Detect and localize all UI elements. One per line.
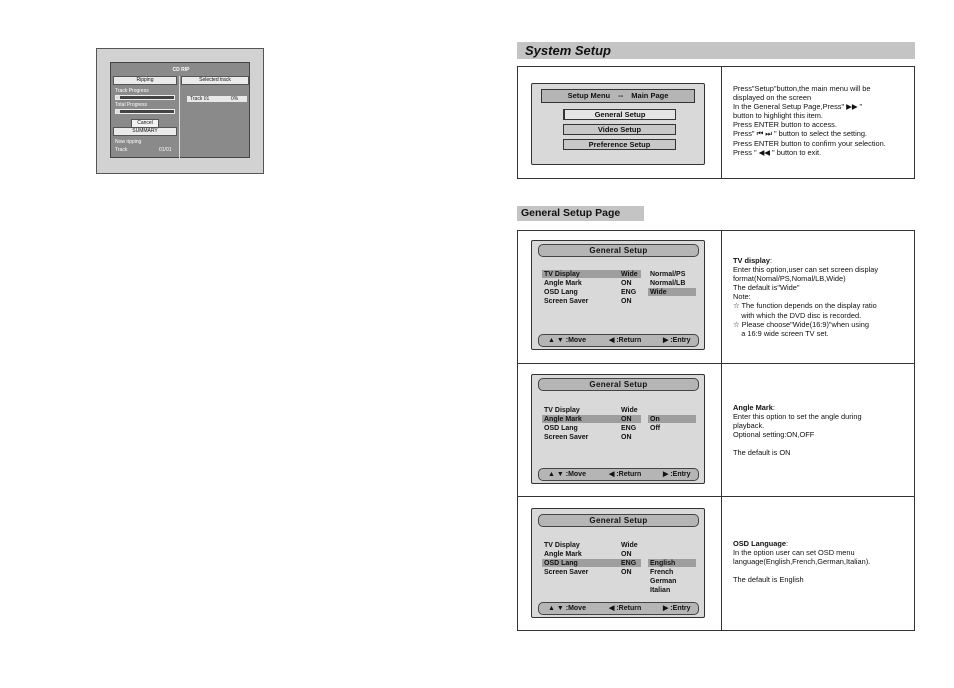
value-osd-lang: ENG bbox=[621, 289, 637, 296]
row-divider bbox=[517, 496, 915, 497]
ripping-column-header: Ripping bbox=[113, 76, 177, 85]
item-angle-mark[interactable]: Angle Mark bbox=[544, 280, 582, 287]
osd-language-description bbox=[733, 539, 870, 584]
item-osd-lang[interactable]: OSD Lang bbox=[544, 289, 578, 296]
system-setup-description bbox=[733, 84, 886, 157]
cd-rip-screen bbox=[110, 62, 250, 158]
title-colon: : bbox=[785, 539, 789, 548]
osd-language-screen bbox=[531, 508, 705, 618]
return-hint: ◀ :Return bbox=[609, 337, 642, 344]
osd-footer bbox=[538, 468, 699, 481]
value-angle-mark: ON bbox=[621, 551, 632, 558]
angle-mark-title: Angle Mark bbox=[733, 403, 773, 412]
desc-line: Optional setting:ON,OFF bbox=[733, 430, 815, 440]
desc-line: Enter this option to set the angle during bbox=[733, 412, 862, 422]
option-normal-lb[interactable]: Normal/LB bbox=[650, 280, 686, 287]
desc-line: Enter this option,user can set screen display bbox=[733, 265, 879, 275]
column-divider bbox=[179, 76, 180, 158]
arrow-icon: -- bbox=[618, 91, 624, 100]
entry-hint: ▶ :Entry bbox=[663, 337, 691, 344]
panel-divider bbox=[721, 66, 722, 179]
setup-main-screen bbox=[531, 83, 705, 165]
video-setup-button[interactable]: Video Setup bbox=[563, 124, 676, 135]
value-tv-display: Wide bbox=[621, 271, 638, 278]
osd-title: General Setup bbox=[538, 514, 699, 527]
value-screen-saver: ON bbox=[621, 569, 632, 576]
summary-header: SUMMARY bbox=[113, 127, 177, 136]
desc-line: format(Nomal/PS,Nomal/LB,Wide) bbox=[733, 274, 846, 284]
angle-mark-description bbox=[733, 403, 862, 458]
desc-line: Press"Setup"button,the main menu will be bbox=[733, 84, 871, 93]
value-screen-saver: ON bbox=[621, 298, 632, 305]
desc-line: ☆ The function depends on the display ratio bbox=[733, 301, 877, 311]
total-progress-bar bbox=[115, 109, 175, 114]
desc-line: Press " ◀◀ " button to exit. bbox=[733, 147, 822, 157]
desc-line: button to highlight this item. bbox=[733, 111, 823, 121]
move-hint: ▲ ▼ :Move bbox=[548, 605, 586, 612]
general-setup-button[interactable]: General Setup bbox=[563, 109, 676, 120]
osd-tv-display-screen bbox=[531, 240, 705, 350]
return-hint: ◀ :Return bbox=[609, 471, 642, 478]
panel-divider bbox=[721, 230, 722, 631]
item-angle-mark[interactable]: Angle Mark bbox=[544, 416, 582, 423]
desc-line: Note: bbox=[733, 292, 751, 302]
now-ripping-label: Now ripping bbox=[115, 139, 142, 145]
value-osd-lang: ENG bbox=[621, 425, 637, 432]
osd-footer bbox=[538, 334, 699, 347]
item-screen-saver[interactable]: Screen Saver bbox=[544, 434, 589, 441]
entry-hint: ▶ :Entry bbox=[663, 471, 691, 478]
item-tv-display[interactable]: TV Display bbox=[544, 542, 580, 549]
osd-title: General Setup bbox=[538, 378, 699, 391]
cd-rip-screenshot bbox=[96, 48, 264, 174]
track-count: 01/01 bbox=[159, 147, 172, 153]
row-divider bbox=[517, 363, 915, 364]
value-screen-saver: ON bbox=[621, 434, 632, 441]
desc-line: language(English,French,German,Italian). bbox=[733, 557, 871, 567]
move-hint: ▲ ▼ :Move bbox=[548, 471, 586, 478]
value-angle-mark: ON bbox=[621, 280, 632, 287]
move-hint: ▲ ▼ :Move bbox=[548, 337, 586, 344]
selected-track-column-header: Selected track bbox=[181, 76, 249, 85]
osd-title: General Setup bbox=[538, 244, 699, 257]
item-tv-display[interactable]: TV Display bbox=[544, 271, 580, 278]
item-screen-saver[interactable]: Screen Saver bbox=[544, 298, 589, 305]
setup-menu-label: Setup Menu bbox=[567, 91, 611, 100]
option-normal-ps[interactable]: Normal/PS bbox=[650, 271, 686, 278]
tv-display-description bbox=[733, 256, 878, 338]
desc-line: Press" ⏮ ⏭ " button to select the setting. bbox=[733, 129, 867, 139]
desc-line: The default is ON bbox=[733, 448, 791, 458]
desc-line: In the General Setup Page,Press" ▶▶ " bbox=[733, 102, 863, 112]
item-osd-lang[interactable]: OSD Lang bbox=[544, 560, 578, 567]
desc-line: The default is"Wide" bbox=[733, 283, 800, 293]
main-page-label: Main Page bbox=[631, 91, 669, 100]
desc-line: Press ENTER button to confirm your selection. bbox=[733, 138, 886, 148]
cancel-button[interactable]: Cancel bbox=[131, 119, 159, 128]
item-screen-saver[interactable]: Screen Saver bbox=[544, 569, 589, 576]
desc-line: Press ENTER button to access. bbox=[733, 120, 837, 130]
track-progress-label: Track Progress bbox=[115, 88, 149, 94]
return-hint: ◀ :Return bbox=[609, 605, 642, 612]
value-angle-mark: ON bbox=[621, 416, 632, 423]
option-french[interactable]: French bbox=[650, 569, 674, 576]
entry-hint: ▶ :Entry bbox=[663, 605, 691, 612]
item-osd-lang[interactable]: OSD Lang bbox=[544, 425, 578, 432]
item-tv-display[interactable]: TV Display bbox=[544, 407, 580, 414]
desc-line: a 16:9 wide screen TV set. bbox=[733, 328, 829, 338]
system-setup-header: System Setup bbox=[517, 42, 915, 59]
selected-track-percent: 0% bbox=[231, 96, 239, 102]
value-osd-lang: ENG bbox=[621, 560, 637, 567]
desc-line: In the option user can set OSD menu bbox=[733, 548, 855, 558]
desc-line bbox=[733, 439, 862, 448]
option-english[interactable]: English bbox=[650, 560, 676, 567]
general-setup-page-header: General Setup Page bbox=[517, 206, 644, 221]
osd-angle-mark-screen bbox=[531, 374, 705, 484]
selected-track-row[interactable] bbox=[187, 96, 247, 102]
tv-display-title: TV display bbox=[733, 256, 770, 265]
option-wide[interactable]: Wide bbox=[650, 289, 667, 296]
osd-footer bbox=[538, 602, 699, 615]
title-colon: : bbox=[772, 403, 775, 412]
track-progress-bar bbox=[115, 95, 175, 100]
desc-line bbox=[733, 566, 870, 575]
cd-rip-title: CD RIP bbox=[172, 67, 190, 73]
osd-language-title: OSD Language bbox=[733, 539, 786, 548]
item-angle-mark[interactable]: Angle Mark bbox=[544, 551, 582, 558]
desc-line: playback. bbox=[733, 421, 765, 431]
setup-menu-title-bar bbox=[541, 89, 695, 103]
selected-track-name: Track 01 bbox=[190, 96, 210, 102]
desc-line: displayed on the screen bbox=[733, 93, 812, 103]
option-on[interactable]: On bbox=[650, 416, 660, 423]
preference-setup-button[interactable]: Preference Setup bbox=[563, 139, 676, 150]
track-label: Track bbox=[115, 147, 128, 153]
option-italian[interactable]: Italian bbox=[650, 587, 671, 594]
desc-line: with which the DVD disc is recorded. bbox=[733, 310, 862, 320]
desc-line: ☆ Please choose"Wide(16:9)"when using bbox=[733, 319, 869, 329]
total-progress-label: Total Progress bbox=[115, 102, 147, 108]
value-tv-display: Wide bbox=[621, 407, 638, 414]
value-tv-display: Wide bbox=[621, 542, 638, 549]
option-off[interactable]: Off bbox=[650, 425, 661, 432]
option-german[interactable]: German bbox=[650, 578, 677, 585]
title-colon: : bbox=[769, 256, 773, 265]
desc-line: The default is English bbox=[733, 575, 804, 585]
